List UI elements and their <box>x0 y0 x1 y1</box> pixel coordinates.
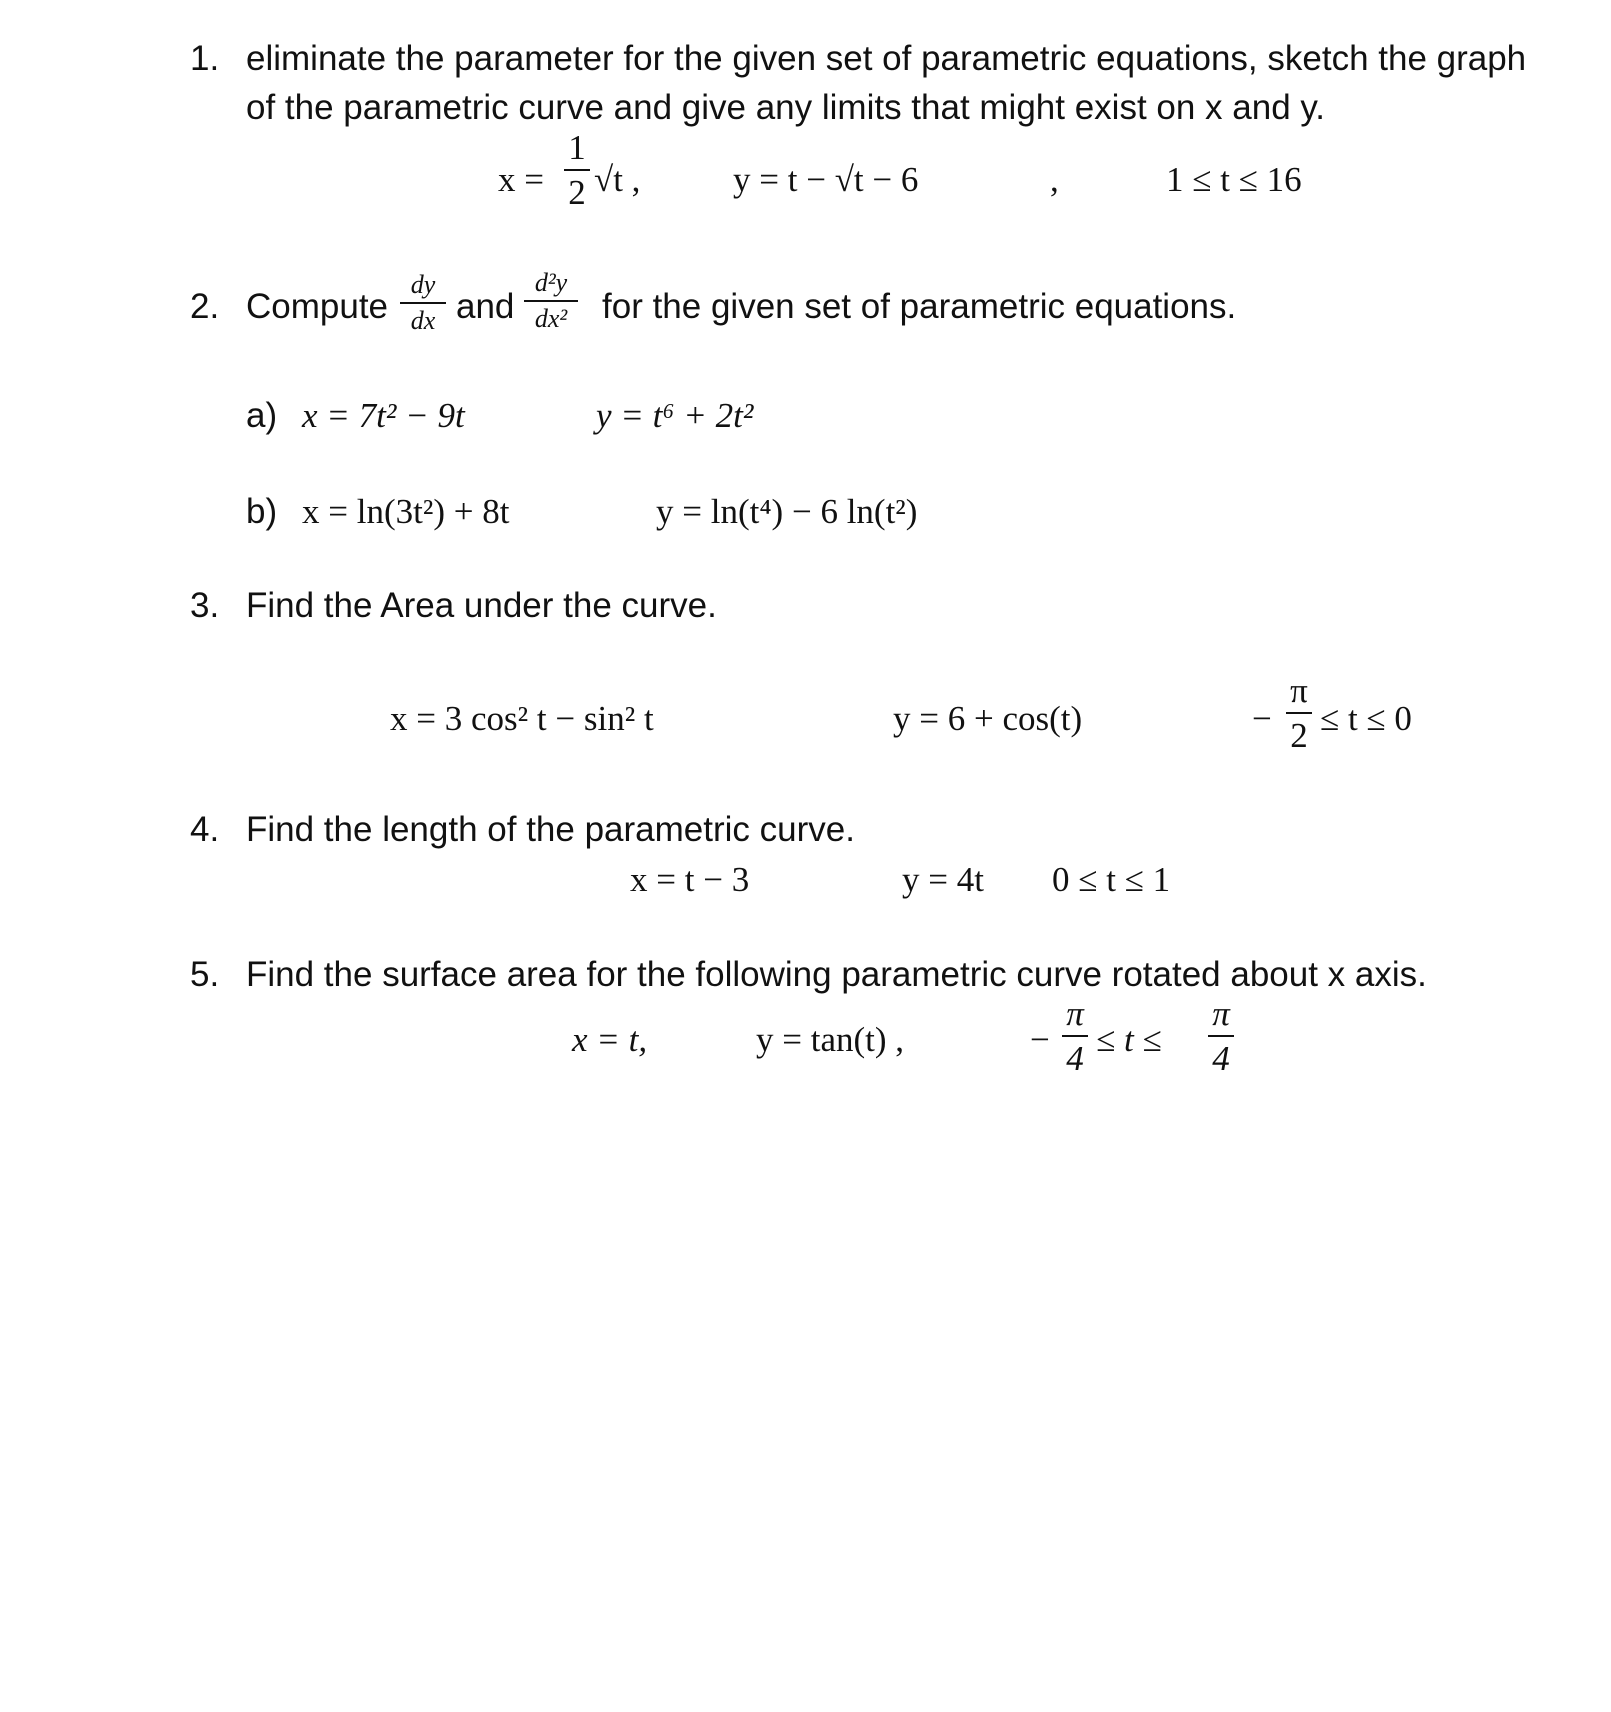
fraction-numerator: π <box>1290 671 1308 710</box>
fraction-bar <box>1286 712 1312 714</box>
problem-text: for the given set of parametric equations. <box>602 287 1237 326</box>
fraction-bar <box>1208 1035 1234 1037</box>
problem-text-line-2: of the parametric curve and give any limits that might exist on x and y. <box>246 88 1326 127</box>
fraction-bar <box>524 300 578 302</box>
and-word: and <box>456 287 515 326</box>
problem-text-line-1: eliminate the parameter for the given set of parametric equations, sketch the graph <box>246 39 1527 78</box>
d2y-dx2-fraction <box>524 270 578 332</box>
pi-over-4-upper-fraction <box>1208 996 1234 1076</box>
problem-number: 1. <box>190 39 220 78</box>
t-range: ≤ t ≤ 0 <box>1320 699 1412 738</box>
fraction-bar <box>564 169 590 171</box>
fraction-numerator: d²y <box>534 268 568 297</box>
fraction-denominator: 4 <box>1066 1039 1084 1078</box>
problem-number: 3. <box>190 586 220 625</box>
x-equation: x = t − 3 <box>630 860 750 899</box>
part-b-y-equation: y = ln(t⁴) − 6 ln(t²) <box>656 492 918 531</box>
problem-text: Find the Area under the curve. <box>246 586 717 625</box>
part-a-y-equation: y = t⁶ + 2t² <box>596 396 754 435</box>
fraction-denominator: dx² <box>534 304 568 333</box>
fraction-numerator: π <box>1212 994 1230 1033</box>
fraction-denominator: 2 <box>1290 716 1308 755</box>
problem-number: 2. <box>190 287 220 326</box>
pi-over-2-fraction <box>1286 673 1312 753</box>
part-a-label: a) <box>246 396 278 435</box>
fraction-numerator: 1 <box>568 128 586 167</box>
x-equation: x = t, <box>572 1020 648 1059</box>
fraction-numerator: dy <box>410 270 436 299</box>
problem-number: 4. <box>190 810 220 849</box>
x-equation-lhs: x = <box>498 160 544 199</box>
fraction-denominator: dx <box>410 306 436 335</box>
compute-word: Compute <box>246 287 389 326</box>
problem-text: Find the surface area for the following parametric curve rotated about x axis. <box>246 955 1427 994</box>
problem-number: 5. <box>190 955 220 994</box>
part-b-label: b) <box>246 492 278 531</box>
x-equation: x = 3 cos² t − sin² t <box>390 699 654 738</box>
t-range-middle: ≤ t ≤ <box>1096 1020 1162 1059</box>
y-equation: y = 6 + cos(t) <box>893 699 1083 738</box>
pi-over-4-lower-fraction <box>1062 996 1088 1076</box>
t-range: 1 ≤ t ≤ 16 <box>1166 160 1302 199</box>
fraction-numerator: π <box>1066 994 1084 1033</box>
fraction-denominator: 4 <box>1212 1039 1230 1078</box>
range-minus-sign: − <box>1030 1020 1050 1059</box>
t-range: 0 ≤ t ≤ 1 <box>1052 860 1171 899</box>
fraction-denominator: 2 <box>568 173 586 212</box>
separator-comma: , <box>1050 160 1059 199</box>
dy-dx-fraction <box>400 272 446 334</box>
y-equation: y = t − √t − 6 <box>733 160 919 199</box>
part-a-x-equation: x = 7t² − 9t <box>302 396 465 435</box>
range-minus-sign: − <box>1252 699 1272 738</box>
fraction-bar <box>1062 1035 1088 1037</box>
problem-text: Find the length of the parametric curve. <box>246 810 855 849</box>
fraction-one-half <box>564 130 590 210</box>
x-equation-rhs: √t , <box>594 160 641 199</box>
y-equation: y = tan(t) , <box>756 1020 905 1059</box>
fraction-bar <box>400 302 446 304</box>
part-b-x-equation: x = ln(3t²) + 8t <box>302 492 510 531</box>
y-equation: y = 4t <box>902 860 984 899</box>
